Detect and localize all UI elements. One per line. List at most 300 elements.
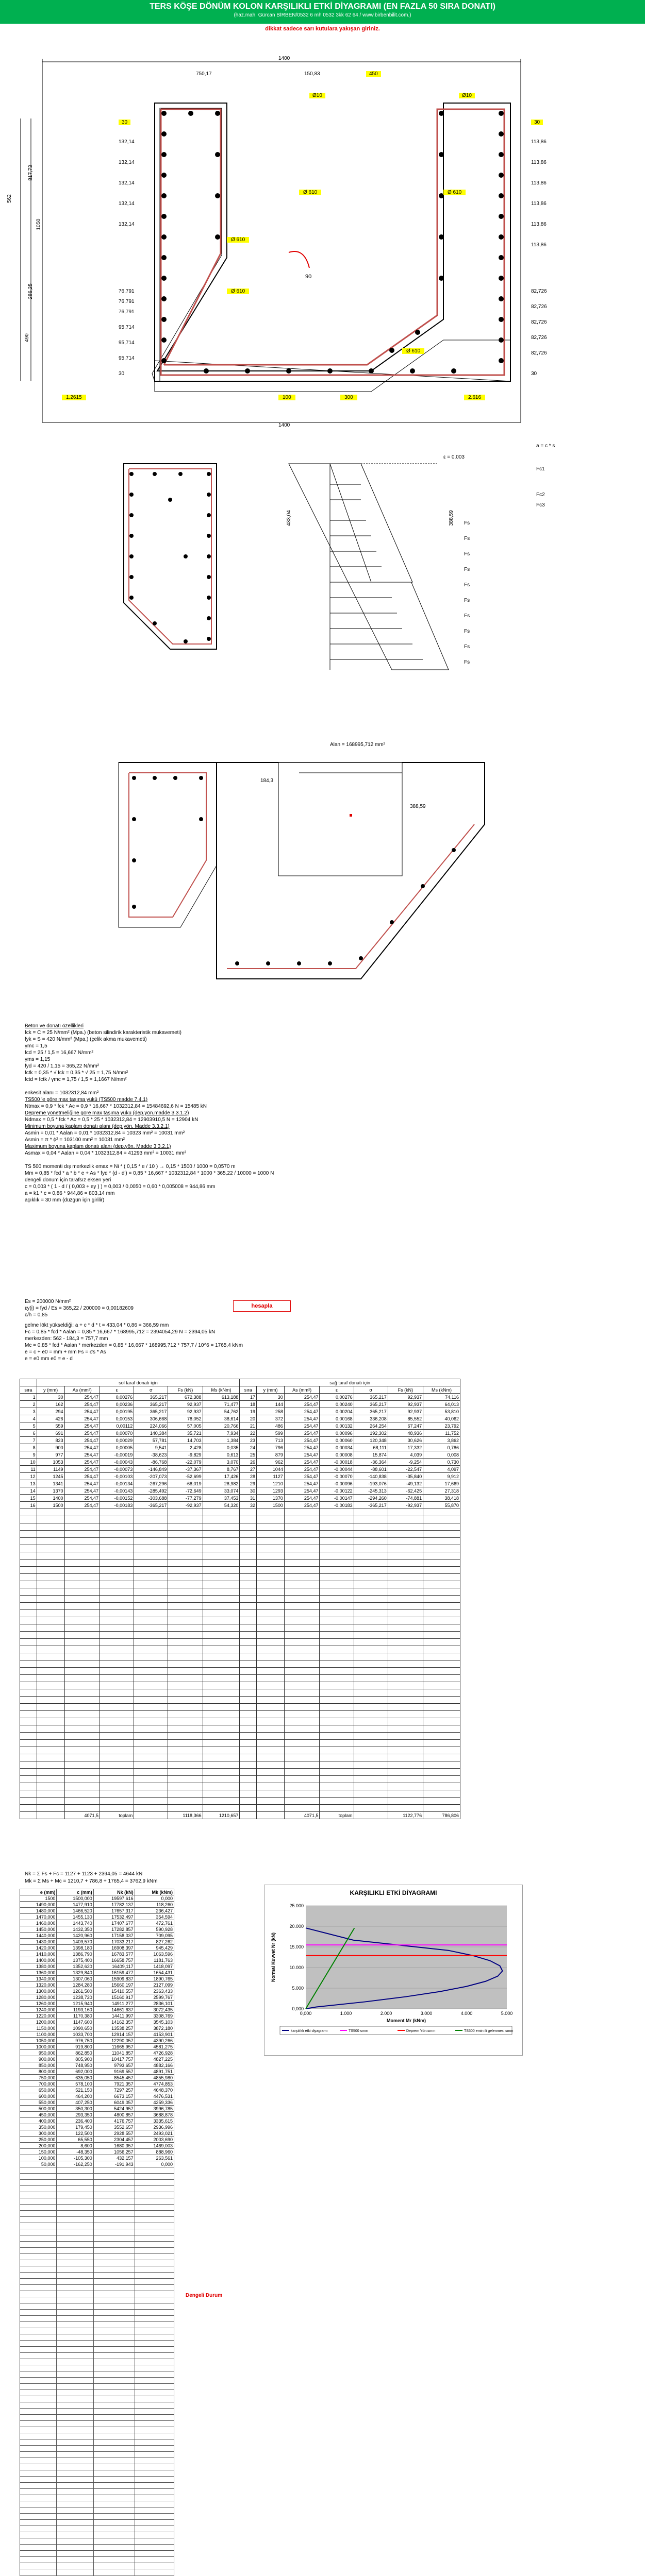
table-cell: 0,035 [203,1444,240,1451]
table-cell: 900 [37,1444,64,1451]
table-cell: 2127,099 [135,1982,174,1988]
table-cell: 1220,000 [20,2013,57,2019]
table-cell [135,2557,174,2563]
table-cell [257,1740,285,1747]
table-spacer [20,1379,37,1386]
table-cell [168,1610,203,1617]
table-cell [57,2273,93,2279]
table-row [20,1957,174,1963]
table-cell [284,1711,320,1718]
table-cell [57,2538,93,2545]
table-cell [240,1610,257,1617]
side-dim-4: 490 [24,333,30,342]
table-cell: 38,614 [203,1415,240,1422]
table-cell [134,1740,168,1747]
table-cell: -245,313 [354,1487,388,1495]
table-cell [203,1798,240,1805]
table-cell [57,2495,93,2501]
table-row [20,1914,174,1920]
column-header: y (mm) [37,1386,64,1394]
table-cell: 1500 [257,1502,285,1509]
table-cell: 92,937 [168,1401,203,1408]
table-cell [20,2303,57,2310]
table-cell: 613,188 [203,1394,240,1401]
table-cell [423,1733,460,1740]
table-cell: 796 [257,1444,285,1451]
y-tick-label: 15.000 [289,1944,304,1950]
table-row [20,2545,174,2551]
table-cell: 28,982 [203,1480,240,1487]
table-cell [168,1733,203,1740]
table-cell: 254,47 [284,1394,320,1401]
column-header: ε [100,1386,134,1394]
table-cell [135,2464,174,2470]
table-cell [203,1718,240,1725]
table-cell: -267,296 [134,1480,168,1487]
table-cell [20,1660,37,1668]
table-cell [100,1509,134,1516]
table-row [20,1711,460,1718]
table-cell [57,2557,93,2563]
table-cell [20,2316,57,2322]
table-row [20,2439,174,2446]
table-cell: 1000,000 [20,2044,57,2050]
table-cell [257,1761,285,1769]
table-row [20,1531,460,1538]
calc-line: fyk = S = 420 N/mm² (Mpa.) (çelik akma mukavemeti) [25,1037,147,1042]
table-cell [64,1538,100,1545]
table-cell: 6049,057 [93,2099,135,2106]
stress-h2: 388,59 [448,510,454,526]
table-cell [64,1697,100,1704]
table-cell: 692,000 [57,2069,93,2075]
column-header: Nk (kN) [93,1889,135,1895]
table-cell [257,1567,285,1574]
table-cell [134,1567,168,1574]
table-cell [64,1624,100,1632]
table-cell [64,1596,100,1603]
table-row [20,1798,460,1805]
table-cell [354,1574,388,1581]
table-cell: 10417,757 [93,2056,135,2062]
table-cell: 68,111 [354,1444,388,1451]
table-cell [135,2569,174,2575]
table-cell [93,2235,135,2242]
table-cell [20,2446,57,2452]
table-cell [135,2439,174,2446]
table-cell [203,1646,240,1653]
table-row [20,2384,174,2390]
table-cell [134,1531,168,1538]
table-row [20,2526,174,2532]
side-dim-3: 286,25 [27,283,34,299]
table-cell [354,1560,388,1567]
table-cell: 250,000 [20,2137,57,2143]
table-cell [168,1632,203,1639]
table-cell [284,1610,320,1617]
table-cell [93,2421,135,2427]
table-row [20,2396,174,2402]
interaction-chart [264,1885,523,2056]
table-cell: 1053 [37,1459,64,1466]
table-cell [135,2174,174,2180]
table-cell [240,1567,257,1574]
table-cell [20,2415,57,2421]
calc-line [25,1157,274,1163]
table-cell: 1329,840 [57,1970,93,1976]
table-cell [57,2458,93,2464]
table-cell [423,1718,460,1725]
table-cell: 293,350 [57,2112,93,2118]
table-row [20,2501,174,2507]
calc-line: c = 0,003 * ( 1 - d / ( 0,003 + ey ) ) = 0,003 / 0,0050 = 0,60 * 0,005008 = 944,86 mm [25,1184,216,1190]
area-label: Alan = 168995,712 mm² [330,742,386,748]
table-cell [203,1733,240,1740]
table-cell [64,1754,100,1761]
table-cell [20,1798,37,1805]
table-cell [284,1754,320,1761]
table-cell [37,1588,64,1596]
table-cell [93,2390,135,2396]
total-cell: 786,806 [423,1812,460,1819]
table-cell [93,2545,135,2551]
table-cell: 1375,400 [57,1957,93,1963]
table-row [20,2155,174,2161]
table-cell [37,1790,64,1798]
table-cell [257,1682,285,1689]
table-cell: 254,47 [64,1430,100,1437]
table-cell [257,1523,285,1531]
table-cell [93,2365,135,2371]
table-cell [388,1682,423,1689]
table-cell [354,1697,388,1704]
table-cell [388,1754,423,1761]
table-cell: -68,019 [168,1480,203,1487]
left-dim-8: 76,791 [119,309,135,315]
cover-right-input: 30 [531,120,543,125]
table-cell [320,1617,354,1624]
table-cell [20,2501,57,2507]
table-row [20,1552,460,1560]
table-cell [388,1624,423,1632]
table-cell: 1300,000 [20,1988,57,1994]
table-cell [64,1761,100,1769]
table-cell [135,2297,174,2303]
table-cell: 962 [257,1459,285,1466]
table-row [20,1560,460,1567]
table-cell [284,1567,320,1574]
table-cell [37,1733,64,1740]
table-cell: 700,000 [20,2081,57,2087]
right-table-title: sağ taraf donatı için [240,1379,460,1386]
table-cell [20,2359,57,2365]
table-cell [100,1689,134,1697]
table-cell [93,2551,135,2557]
table-row [20,2538,174,2545]
table-cell [354,1798,388,1805]
table-row [20,1988,174,1994]
summary-block [25,1322,243,1362]
table-cell: 1443,740 [57,1920,93,1926]
table-cell [168,1783,203,1790]
table-cell [20,2341,57,2347]
table-cell [20,2551,57,2557]
table-row [20,1933,174,1939]
table-cell [134,1790,168,1798]
table-cell [134,1516,168,1523]
table-cell: 254,47 [64,1466,100,1473]
table-row [20,2137,174,2143]
table-cell [20,2421,57,2427]
table-cell [93,2279,135,2285]
calculate-button[interactable]: hesapla [233,1300,291,1312]
table-cell [135,2520,174,2526]
table-cell [168,1545,203,1552]
table-cell [57,2328,93,2334]
table-cell [423,1632,460,1639]
table-cell: 365,217 [134,1394,168,1401]
table-cell: 0,00168 [320,1415,354,1422]
table-cell [388,1783,423,1790]
table-cell [423,1545,460,1552]
table-cell: 350,000 [20,2124,57,2130]
table-cell: -86,768 [134,1459,168,1466]
table-cell: 1149 [37,1466,64,1473]
table-cell [37,1653,64,1660]
table-cell [20,2439,57,2446]
table-cell: 950,000 [20,2050,57,2056]
table-cell [135,2489,174,2495]
table-cell: 0,00005 [100,1444,134,1451]
table-cell: 1360,000 [20,1970,57,1976]
table-cell [354,1610,388,1617]
calc-block [25,1023,274,1204]
table-row [20,1945,174,1951]
table-cell [20,2167,57,2174]
table-cell [284,1769,320,1776]
table-cell: 1490,000 [20,1902,57,1908]
table-cell [284,1783,320,1790]
table-cell [93,2483,135,2489]
table-cell [64,1725,100,1733]
table-cell: 11041,857 [93,2050,135,2056]
table-cell: 0,00034 [320,1444,354,1451]
table-cell [134,1617,168,1624]
table-row [20,1581,460,1588]
table-cell: 559 [37,1422,64,1430]
table-cell [423,1697,460,1704]
table-row [20,2402,174,2409]
table-cell: 2003,690 [135,2137,174,2143]
table-cell [20,2378,57,2384]
table-cell [57,2427,93,2433]
table-cell: 805,900 [57,2056,93,2062]
table-cell: -88,601 [354,1466,388,1473]
table-cell [354,1754,388,1761]
side-dim-5: 562 [6,194,12,203]
table-cell [37,1682,64,1689]
table-cell [320,1560,354,1567]
table-cell: 0,786 [423,1444,460,1451]
table-cell: 0,00096 [320,1430,354,1437]
total-cell [354,1812,388,1819]
table-cell: 150,000 [20,2149,57,2155]
table-row [20,2118,174,2124]
table-row [20,2446,174,2452]
calc-line: TS500 'e göre max taşıma yükü (TS500 madde 7.4.1) [25,1097,148,1103]
table-cell [284,1761,320,1769]
table-cell [134,1725,168,1733]
table-row [20,2415,174,2421]
table-cell [257,1624,285,1632]
table-cell [135,2223,174,2229]
table-row [20,2205,174,2211]
table-cell: 0,00060 [320,1437,354,1444]
table-cell: 1033,700 [57,2031,93,2038]
legend-label: TS500 emin ili gelenmesi sınırı [464,2029,514,2033]
table-cell [203,1747,240,1754]
table-cell [240,1704,257,1711]
table-cell [20,1509,37,1516]
table-row [20,2489,174,2495]
table-cell [240,1574,257,1581]
table-cell: 432,157 [93,2155,135,2161]
table-cell [257,1747,285,1754]
table-cell: 258 [257,1408,285,1415]
table-cell [57,2353,93,2359]
table-row [20,2242,174,2248]
table-cell [135,2514,174,2520]
table-cell: 823 [37,1437,64,1444]
force-label-10: Fs [464,613,470,619]
table-cell [203,1574,240,1581]
table-cell [64,1646,100,1653]
table-cell [57,2180,93,2186]
table-cell: 254,47 [284,1502,320,1509]
table-cell [203,1639,240,1646]
table-row [20,1963,174,1970]
table-cell [64,1660,100,1668]
y-tick-label: 0,000 [292,2006,304,2011]
table-cell [203,1509,240,1516]
table-cell [37,1718,64,1725]
param-es: Es = 200000 N/mm² [25,1299,71,1304]
table-cell: -162,250 [57,2161,93,2167]
table-cell [320,1588,354,1596]
table-cell: 0,00153 [100,1415,134,1422]
table-cell [93,2477,135,2483]
table-cell [20,2520,57,2526]
table-cell: 144 [257,1401,285,1408]
table-cell [388,1761,423,1769]
table-cell [203,1588,240,1596]
table-cell: 1477,910 [57,1902,93,1908]
table-row [20,2328,174,2334]
compression-area-drawing [0,742,645,1020]
table-cell [423,1740,460,1747]
table-cell [320,1682,354,1689]
table-cell: 162 [37,1401,64,1408]
table-cell [20,2291,57,2297]
table-cell [320,1516,354,1523]
table-row [20,2390,174,2396]
table-cell: 976,750 [57,2038,93,2044]
table-cell [203,1682,240,1689]
table-cell [37,1581,64,1588]
table-cell: 0,00112 [100,1422,134,1430]
table-cell [20,2371,57,2378]
table-cell: 888,960 [135,2149,174,2155]
table-cell [423,1790,460,1798]
table-cell [100,1653,134,1660]
table-cell: 4774,853 [135,2081,174,2087]
table-cell: 4726,928 [135,2050,174,2056]
table-cell: 254,47 [64,1495,100,1502]
table-cell [20,1697,37,1704]
column-header: Mk (kNm) [135,1889,174,1895]
table-cell [134,1733,168,1740]
table-cell: 17,332 [388,1444,423,1451]
table-cell [423,1704,460,1711]
table-cell: 2363,433 [135,1988,174,1994]
table-cell [423,1646,460,1653]
table-cell: 120,348 [354,1437,388,1444]
table-cell [354,1740,388,1747]
table-cell [20,1711,37,1718]
x-tick-label: 2.000 [380,2011,392,2016]
table-cell [240,1668,257,1675]
table-cell: 306,668 [134,1415,168,1422]
table-cell: 254,47 [64,1487,100,1495]
table-cell [388,1704,423,1711]
table-cell: -285,492 [134,1487,168,1495]
table-cell [20,2192,57,2198]
table-cell: 372 [257,1415,285,1422]
table-cell [203,1624,240,1632]
table-cell [20,2409,57,2415]
table-cell [240,1603,257,1610]
table-cell [388,1790,423,1798]
table-cell: -92,937 [388,1502,423,1509]
table-cell: 254,47 [64,1444,100,1451]
table-cell: 6673,157 [93,2093,135,2099]
table-cell [388,1725,423,1733]
table-cell: 3552,657 [93,2124,135,2130]
table-row [20,2371,174,2378]
table-cell [135,2378,174,2384]
table-row [20,1660,460,1668]
table-cell: -365,217 [134,1502,168,1509]
table-cell: 55,870 [423,1502,460,1509]
table-cell: -303,688 [134,1495,168,1502]
table-cell: 365,217 [354,1394,388,1401]
table-cell: 236,400 [57,2118,93,2124]
table-cell: 1500 [20,1895,57,1902]
table-row [20,2254,174,2260]
table-cell [423,1531,460,1538]
table-cell [37,1516,64,1523]
table-cell [20,2495,57,2501]
table-cell [93,2520,135,2526]
table-cell: -92,937 [168,1502,203,1509]
table-row [20,1567,460,1574]
table-cell: -191,943 [93,2161,135,2167]
table-cell [320,1769,354,1776]
table-row [20,2316,174,2322]
table-cell: 365,217 [134,1401,168,1408]
table-cell: 254,47 [64,1459,100,1466]
table-cell: 17 [240,1394,257,1401]
